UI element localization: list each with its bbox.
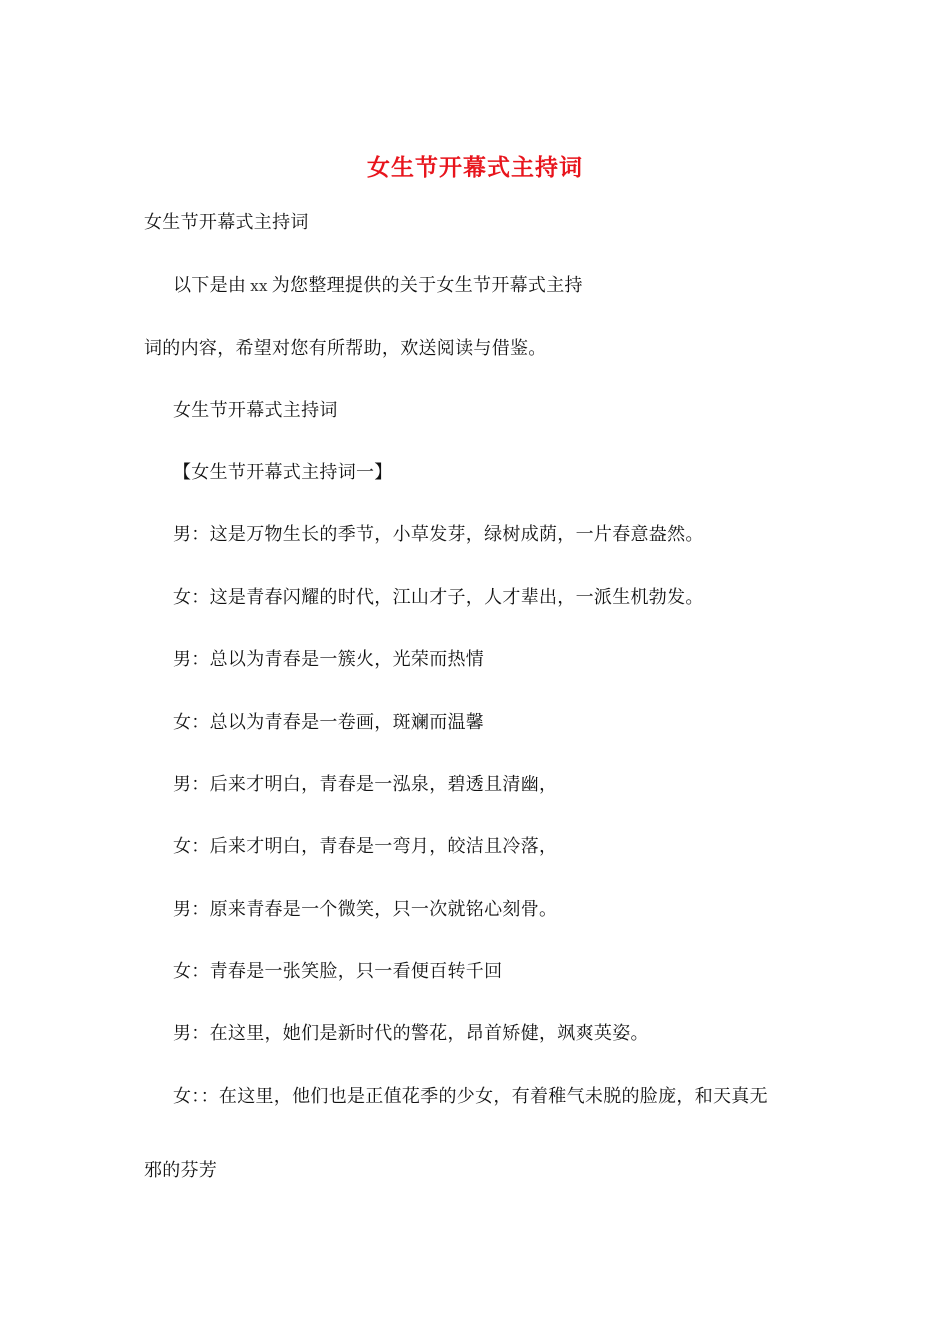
dialogue-line: 女：：在这里，他们也是正值花季的少女，有着稚气未脱的脸庞，和天真无 [173,1086,768,1107]
dialogue-line: 女：后来才明白，青春是一弯月，皎洁且冷落， [173,836,558,857]
intro-placeholder-xx: xx [250,277,268,295]
dialogue-line: 男：在这里，她们是新时代的警花，昂首矫健，飒爽英姿。 [173,1023,649,1044]
section-title: 【女生节开幕式主持词一】 [173,462,393,483]
intro-paragraph-line-1 [173,273,583,299]
dialogue-line: 男：原来青春是一个微笑，只一次就铭心刻骨。 [173,899,558,920]
intro-text-after: 为您整理提供的关于女生节开幕式主持 [271,275,583,296]
subheading: 女生节开幕式主持词 [173,400,338,421]
document-heading: 女生节开幕式主持词 [144,212,309,233]
dialogue-line: 女：青春是一张笑脸，只一看便百转千回 [173,961,503,982]
intro-paragraph-line-2: 词的内容，希望对您有所帮助，欢送阅读与借鉴。 [144,338,547,359]
dialogue-line-continuation: 邪的芬芳 [144,1160,218,1181]
dialogue-line: 男：后来才明白，青春是一泓泉，碧透且清幽， [173,774,558,795]
dialogue-line: 女：这是青春闪耀的时代，江山才子，人才辈出，一派生机勃发。 [173,587,704,608]
document-title: 女生节开幕式主持词 [367,154,583,181]
dialogue-line: 男：这是万物生长的季节，小草发芽，绿树成荫，一片春意盎然。 [173,524,704,545]
dialogue-line: 女：总以为青春是一卷画，斑斓而温馨 [173,712,485,733]
intro-text-before: 以下是由 [173,275,247,296]
dialogue-line: 男：总以为青春是一簇火，光荣而热情 [173,649,485,670]
